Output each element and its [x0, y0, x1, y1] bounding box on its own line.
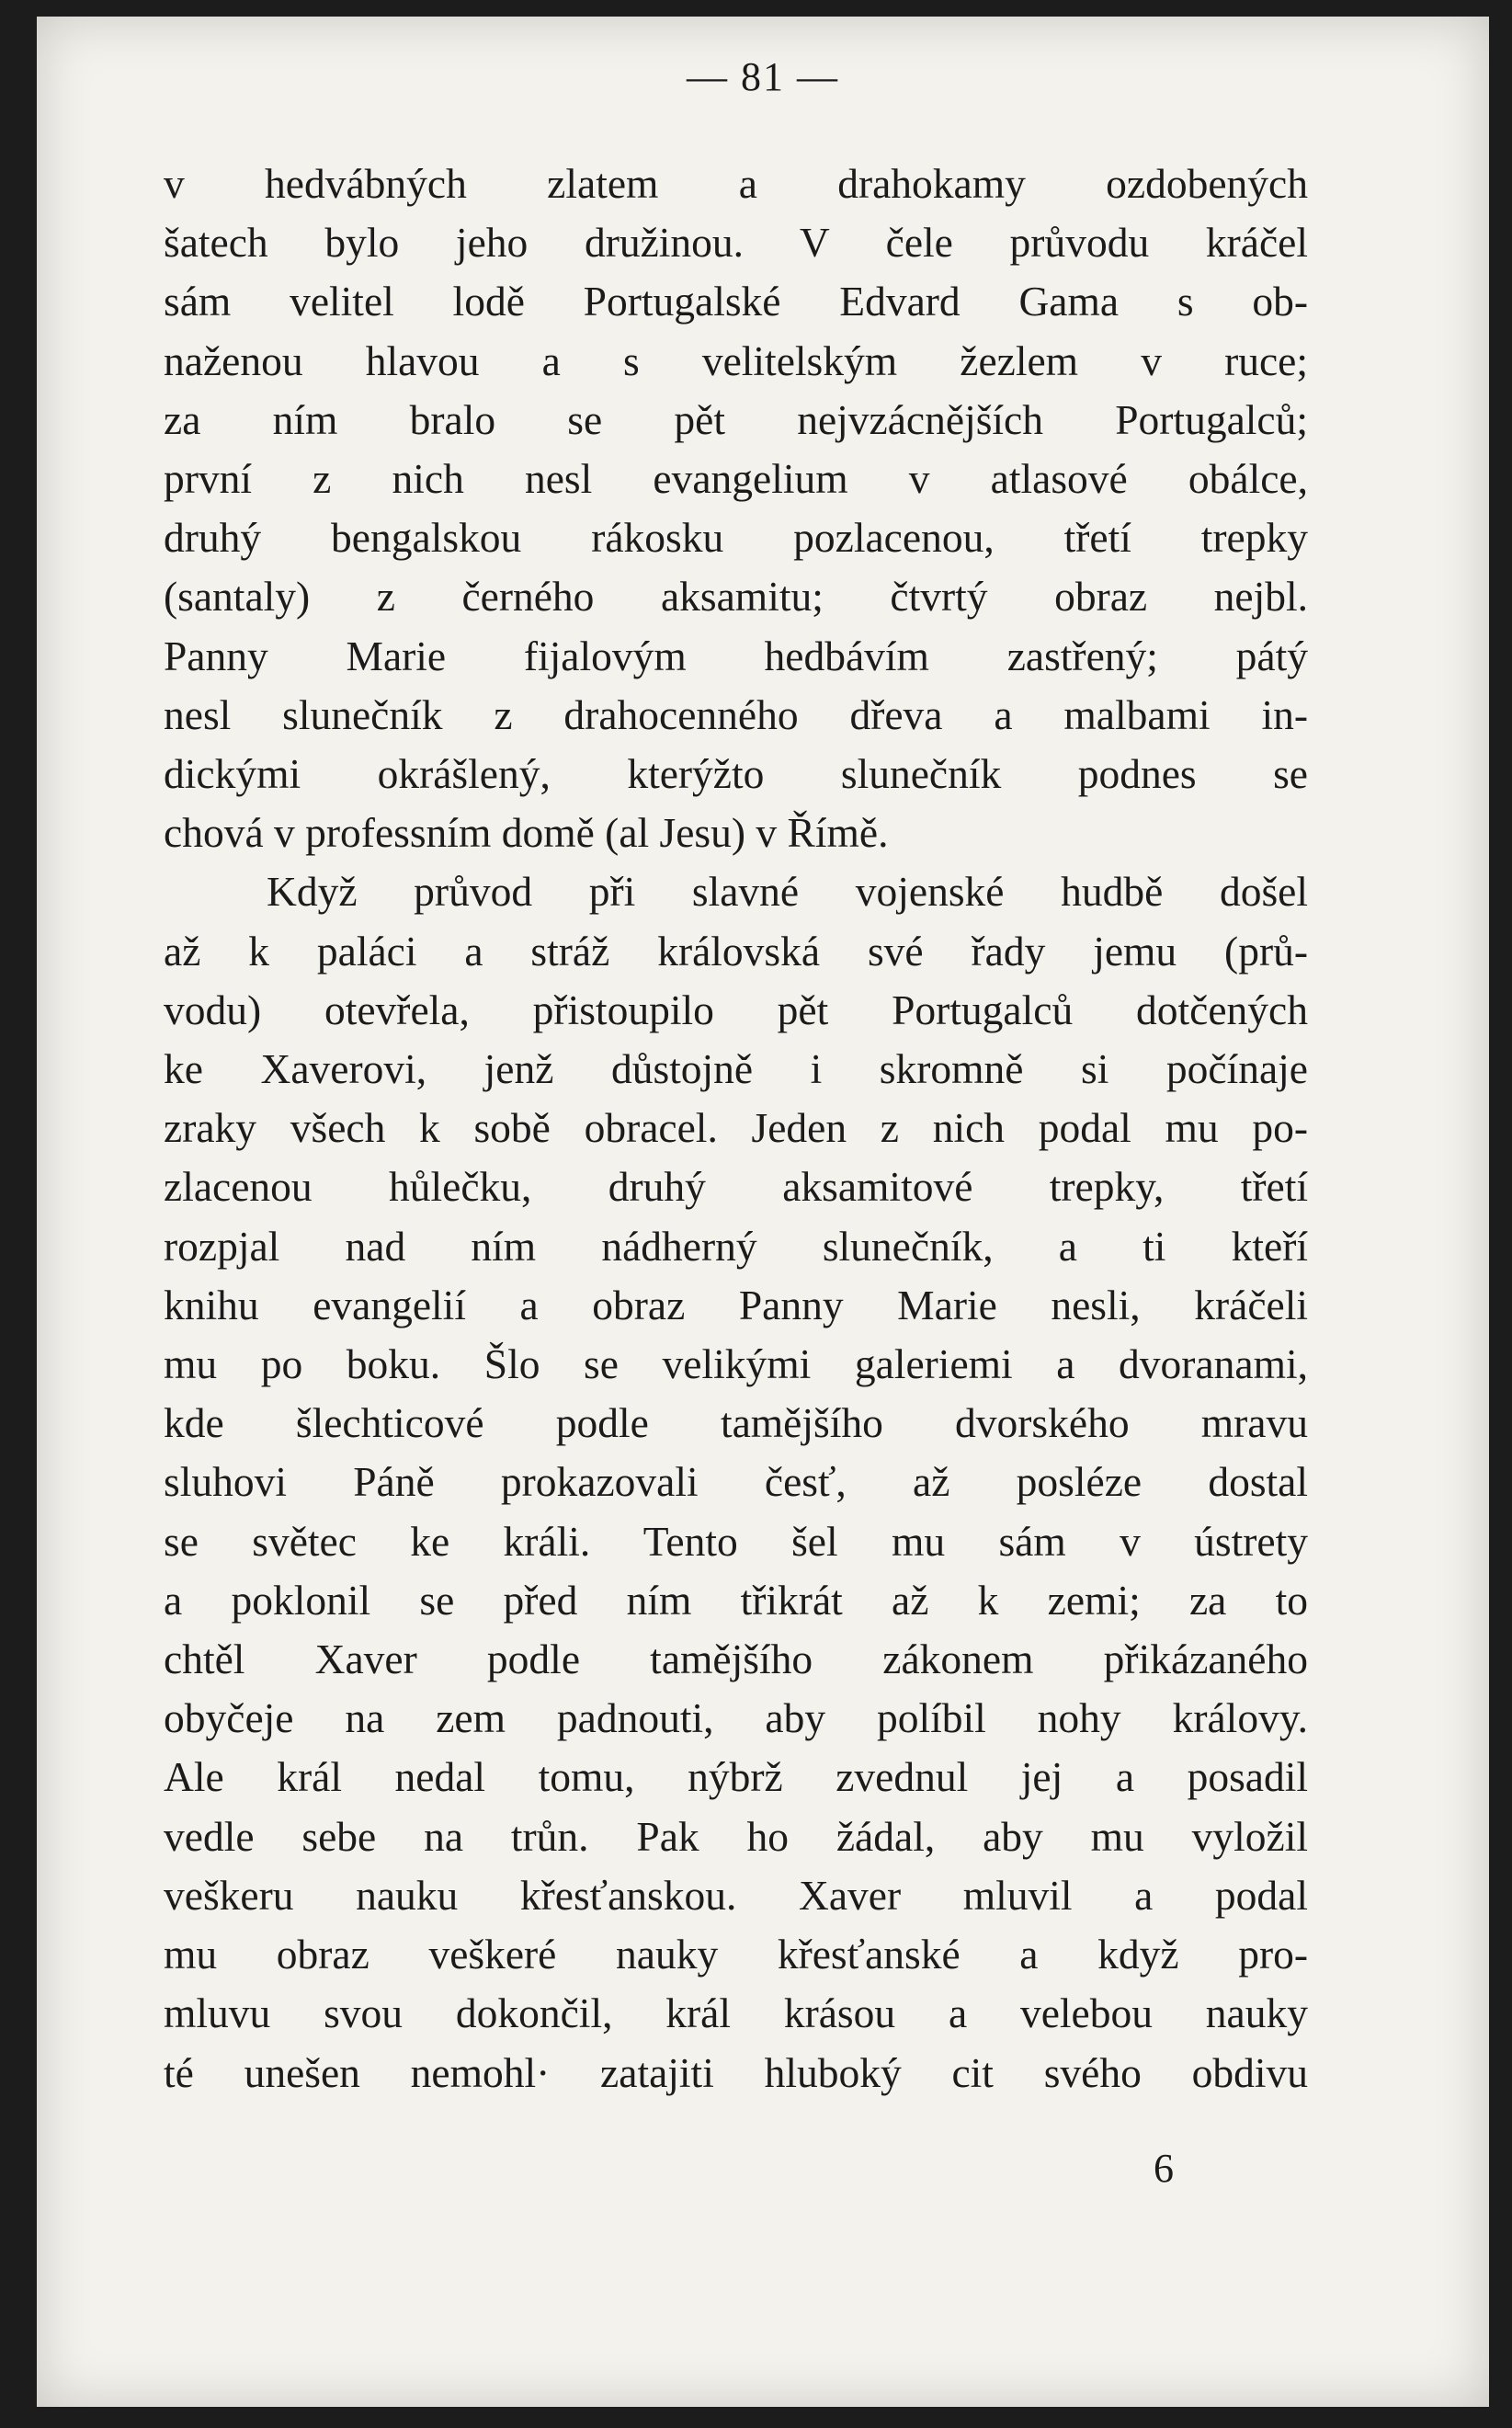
text-line: rozpjal nad ním nádherný slunečník, a ti kteří: [164, 1222, 1308, 1270]
text-line: nesl slunečník z drahocenného dřeva a malbami in-: [164, 690, 1308, 738]
text-line: sám velitel lodě Portugalské Edvard Gama s ob-: [164, 278, 1308, 325]
text-line: chová v professním domě (al Jesu) v Římě.: [164, 809, 889, 857]
text-line: první z nich nesl evangelium v atlasové obálce,: [164, 455, 1308, 503]
text-line: (santaly) z černého aksamitu; čtvrtý obraz nejbl.: [164, 573, 1308, 621]
text-line: druhý bengalskou rákosku pozlacenou, třetí trepky: [164, 514, 1308, 562]
text-line: Ale král nedal tomu, nýbrž zvednul jej a posadil: [164, 1753, 1308, 1801]
text-line: Když průvod při slavné vojenské hudbě došel: [267, 868, 1308, 916]
text-line: té unešen nemohl· zatajiti hluboký cit svého obdivu: [164, 2048, 1308, 2096]
text-line: za ním bralo se pět nejvzácnějších Portugalců;: [164, 395, 1308, 443]
text-line: chtěl Xaver podle tamějšího zákonem přikázaného: [164, 1636, 1308, 1683]
page-number: — 81 —: [687, 54, 839, 99]
text-line: dickými okrášlený, kterýžto slunečník podnes se: [164, 750, 1308, 798]
text-line: až k paláci a stráž královská své řady jemu (prů-: [164, 927, 1308, 975]
text-line: vodu) otevřela, přistoupilo pět Portugalců dotčených: [164, 986, 1308, 1033]
text-line: zlacenou hůlečku, druhý aksamitové trepky, třetí: [164, 1163, 1308, 1211]
text-line: kde šlechticové podle tamějšího dvorského mravu: [164, 1399, 1308, 1447]
signature-mark: 6: [1154, 2146, 1174, 2191]
text-line: v hedvábných zlatem a drahokamy ozdobených: [164, 160, 1308, 207]
body-text: [164, 154, 1308, 2103]
text-line: ke Xaverovi, jenž důstojně i skromně si počínaje: [164, 1045, 1308, 1093]
text-line: šatech bylo jeho družinou. V čele průvodu kráčel: [164, 219, 1308, 267]
text-line: a poklonil se před ním třikrát až k zemi; za to: [164, 1576, 1308, 1624]
text-line: veškeru nauku křesťanskou. Xaver mluvil a podal: [164, 1871, 1308, 1919]
book-page: [37, 17, 1489, 2407]
text-line: sluhovi Páně prokazovali česť, až posléze dostal: [164, 1458, 1308, 1506]
text-line: mu po boku. Šlo se velikými galeriemi a dvoranami,: [164, 1340, 1308, 1388]
text-line: naženou hlavou a s velitelským žezlem v ruce;: [164, 336, 1308, 384]
text-line: se světec ke králi. Tento šel mu sám v ústrety: [164, 1517, 1308, 1565]
text-line: Panny Marie fijalovým hedbávím zastřený; pátý: [164, 632, 1308, 679]
text-line: knihu evangelií a obraz Panny Marie nesli, kráčeli: [164, 1281, 1308, 1328]
text-line: obyčeje na zem padnouti, aby políbil nohy královy.: [164, 1694, 1308, 1742]
text-line: mu obraz veškeré nauky křesťanské a když pro-: [164, 1931, 1308, 1978]
text-line: mluvu svou dokončil, král krásou a velebou nauky: [164, 1989, 1308, 2037]
text-line: zraky všech k sobě obracel. Jeden z nich podal mu po-: [164, 1104, 1308, 1152]
text-line: vedle sebe na trůn. Pak ho žádal, aby mu vyložil: [164, 1812, 1308, 1860]
